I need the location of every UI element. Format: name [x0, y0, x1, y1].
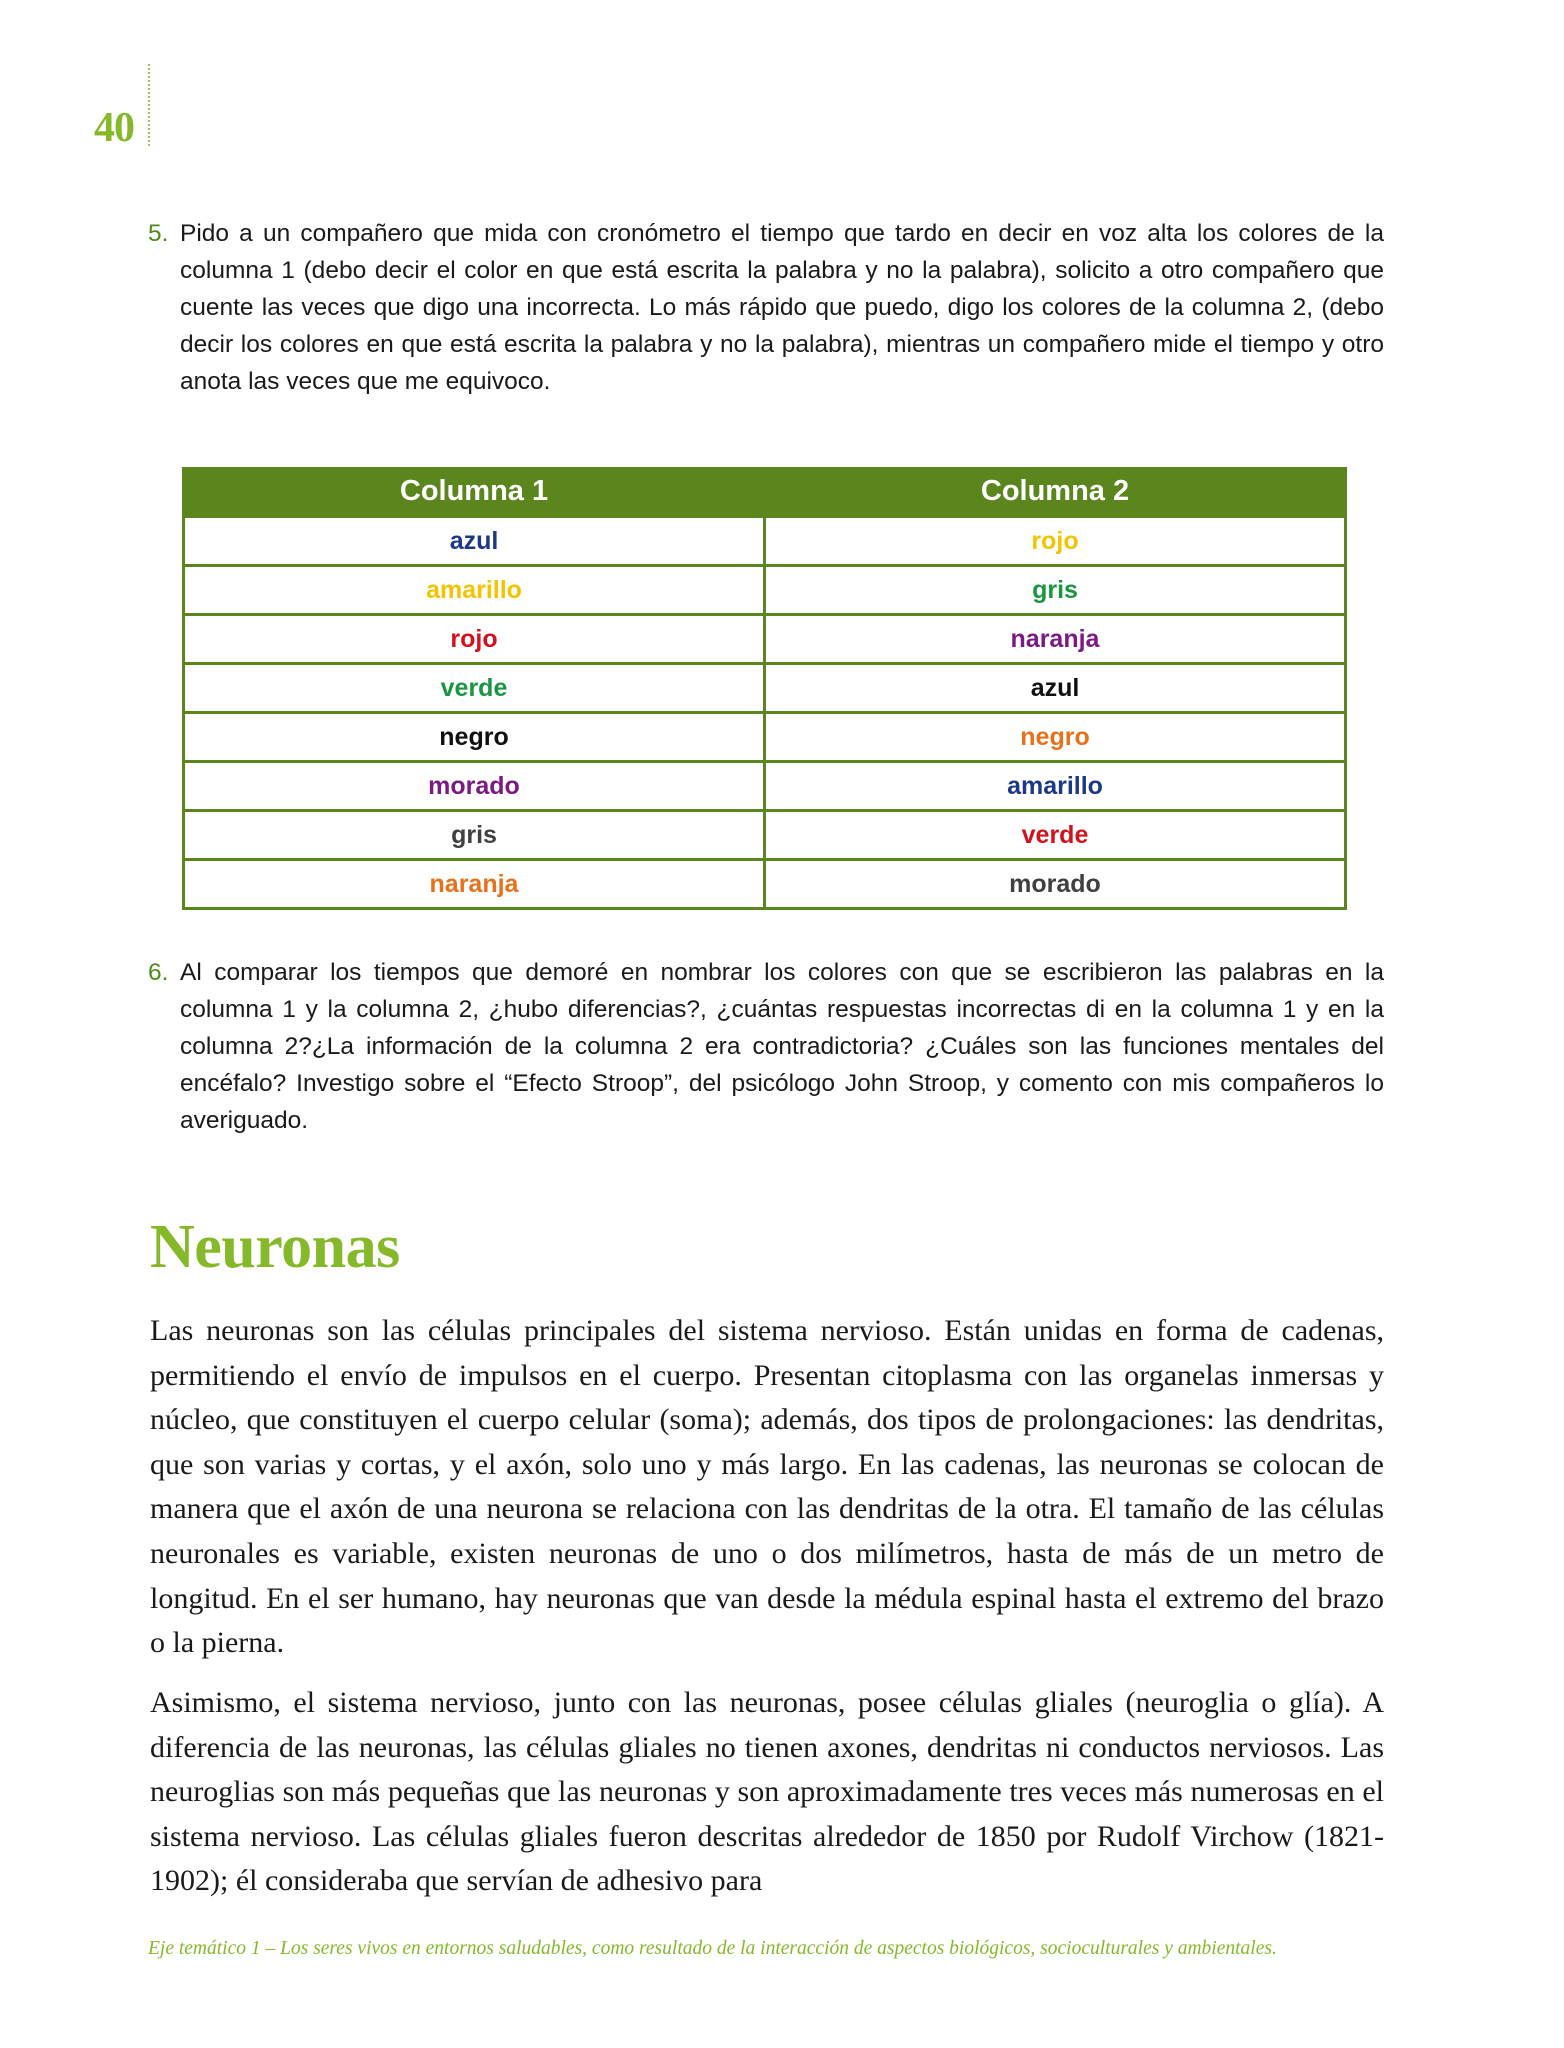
- body-paragraph: Asimismo, el sistema nervioso, junto con las neuronas, posee células gliales (neuroglia o glía). A diferencia de las neuronas, las células gliales no tienen axones, dendritas ni conductos nerviosos. Las neuroglias son más pequeñas que las neuronas y son aproximadamente tres veces más numerosas en el sistema nervioso. Las células gliales fueron descritas alrededor de 1850 por Rudolf Virchow (1821-1902); él consideraba que servían de adhesivo para: [150, 1686, 1384, 1898]
- color-word-cell: naranja: [765, 615, 1346, 664]
- color-word-cell: rojo: [765, 517, 1346, 566]
- color-word-cell: verde: [184, 664, 765, 713]
- body-paragraph: Las neuronas son las células principales del sistema nervioso. Están unidas en forma de cadenas, permitiendo el envío de impulsos en el cuerpo. Presentan citoplasma con las organelas inmersas y núcleo, que constituyen el cuerpo celular (soma); además, dos tipos de prolongaciones: las dendritas, que son varias y cortas, y el axón, solo uno y más largo. En las cadenas, las neuronas se colocan de manera que el axón de una neurona se relaciona con las dendritas de la otra. El tamaño de las células neuronales es variable, existen neuronas de uno o dos milímetros, hasta de más de un metro de longitud. En el ser humano, hay neuronas que van desde la médula espinal hasta el extremo del brazo o la pierna.: [150, 1314, 1384, 1660]
- table-row: [184, 860, 1346, 909]
- exercise-text: Al comparar los tiempos que demoré en nombrar los colores con que se escribieron las palabras en la columna 1 y la columna 2, ¿hubo diferencias?, ¿cuántas respuestas incorrectas di en la columna 1 y en la columna 2?¿La información de la columna 2 era contradictoria? ¿Cuáles son las funciones mentales del encéfalo? Investigo sobre el “Efecto Stroop”, del psicólogo John Stroop, y comento con mis compañeros lo averiguado.: [180, 959, 1384, 1134]
- page-number-divider: [148, 64, 150, 146]
- column-1-header: Columna 1: [184, 467, 765, 517]
- exercise-number: 5.: [148, 220, 169, 247]
- color-word-cell: gris: [765, 566, 1346, 615]
- color-word-cell: negro: [184, 713, 765, 762]
- stroop-table: [182, 467, 1347, 910]
- table-row: [184, 811, 1346, 860]
- table-row: [184, 762, 1346, 811]
- color-word-cell: gris: [184, 811, 765, 860]
- color-word-cell: amarillo: [184, 566, 765, 615]
- table-body: [184, 517, 1346, 909]
- table-row: [184, 664, 1346, 713]
- color-word-cell: verde: [765, 811, 1346, 860]
- table-header-row: [184, 467, 1346, 517]
- color-word-cell: naranja: [184, 860, 765, 909]
- table-row: [184, 713, 1346, 762]
- table-row: [184, 615, 1346, 664]
- color-word-cell: rojo: [184, 615, 765, 664]
- exercise-text: Pido a un compañero que mida con cronómetro el tiempo que tardo en decir en voz alta los colores de la columna 1 (debo decir el color en que está escrita la palabra y no la palabra), solicito a otro compañero que cuente las veces que digo una incorrecta. Lo más rápido que puedo, digo los colores de la columna 2, (debo decir los colores en que está escrita la palabra y no la palabra), mientras un compañero mide el tiempo y otro anota las veces que me equivoco.: [180, 220, 1384, 395]
- table-row: [184, 566, 1346, 615]
- color-word-cell: azul: [184, 517, 765, 566]
- color-word-cell: negro: [765, 713, 1346, 762]
- color-word-cell: morado: [765, 860, 1346, 909]
- page-number: 40: [94, 105, 134, 151]
- exercise-number: 6.: [148, 959, 169, 986]
- exercise-6: [148, 954, 1384, 1139]
- exercise-5: [148, 215, 1384, 400]
- color-word-cell: amarillo: [765, 762, 1346, 811]
- section-title: Neuronas: [150, 1213, 400, 1281]
- table-row: [184, 517, 1346, 566]
- color-word-cell: morado: [184, 762, 765, 811]
- column-2-header: Columna 2: [765, 467, 1346, 517]
- page-footer: Eje temático 1 – Los seres vivos en entornos saludables, como resultado de la interacción de aspectos biológicos, socioculturales y ambientales.: [148, 1938, 1277, 1959]
- color-word-cell: azul: [765, 664, 1346, 713]
